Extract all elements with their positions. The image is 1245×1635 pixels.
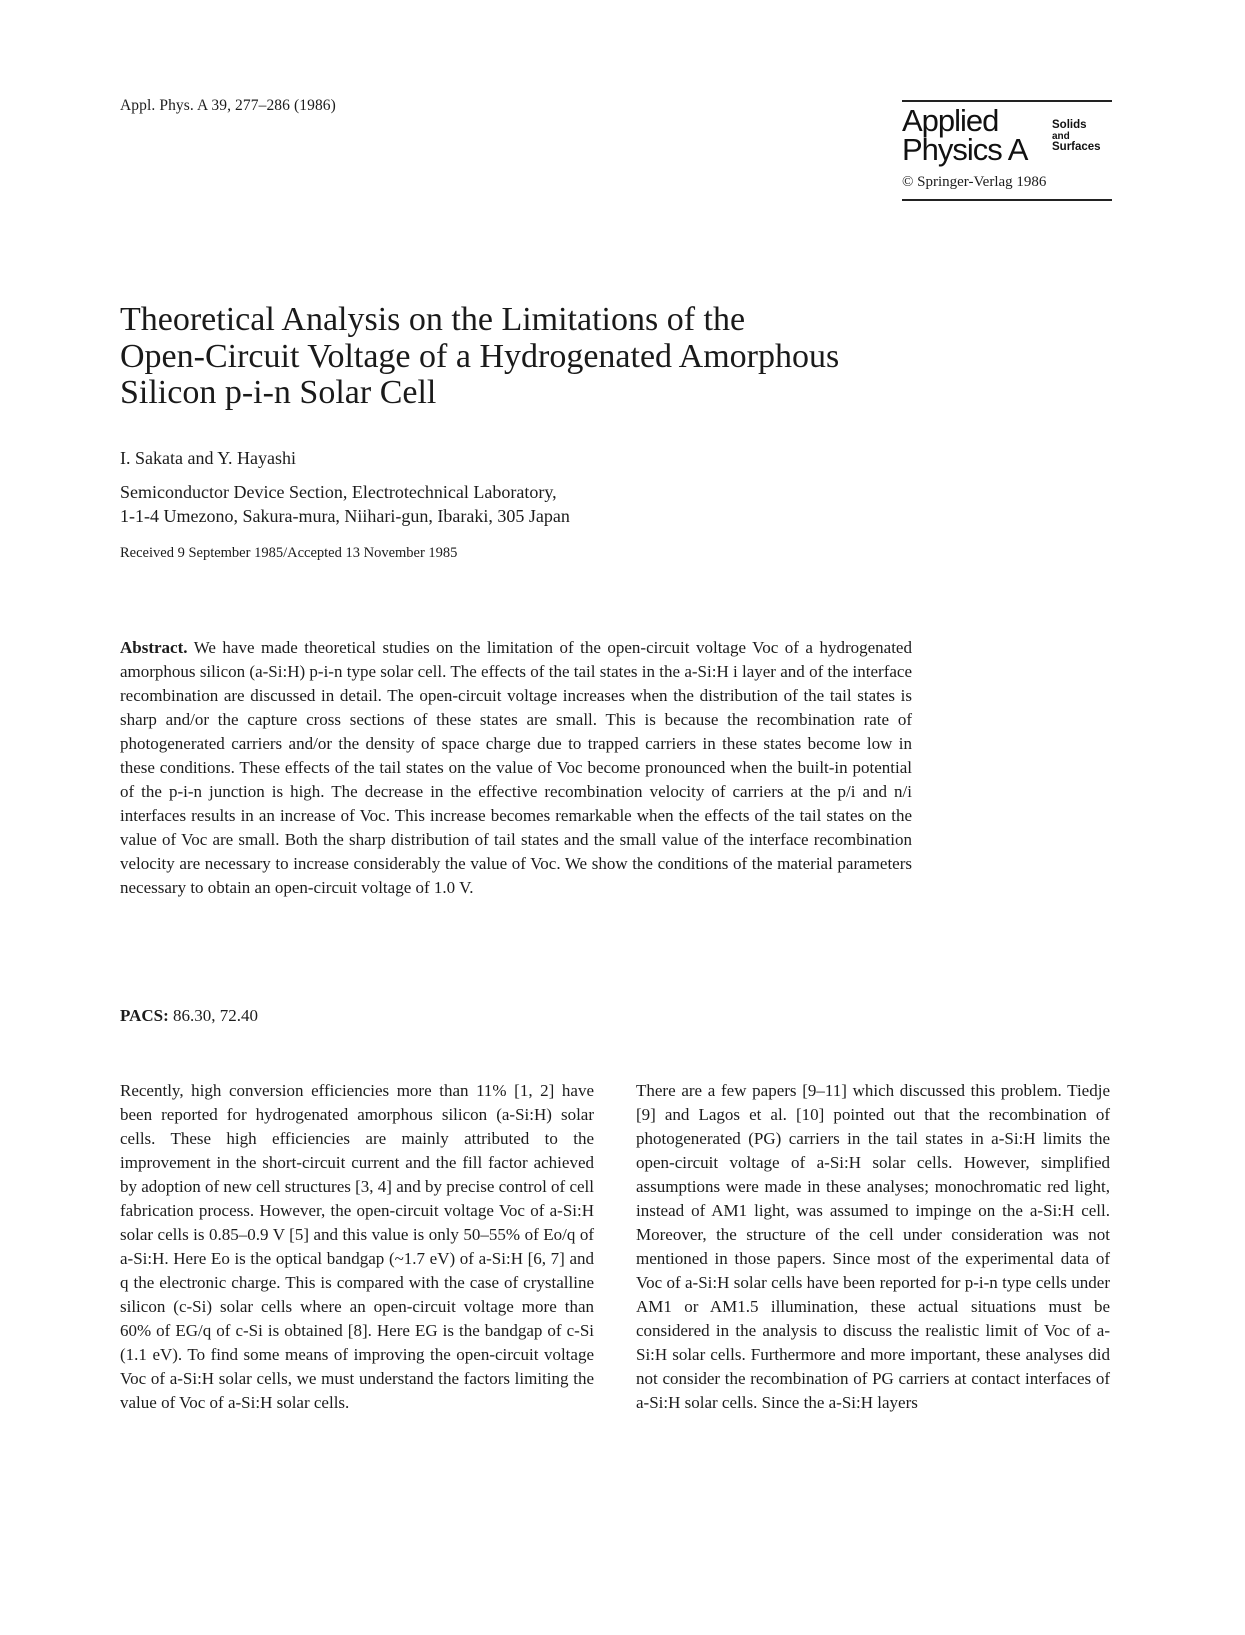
title-line1: Theoretical Analysis on the Limitations of the — [120, 301, 746, 338]
logo-top-rule — [902, 100, 1112, 102]
logo-brand-line1: Applied — [902, 103, 999, 138]
body-column-left: Recently, high conversion efficiencies more than 11% [1, 2] have been reported for hydrogenated amorphous silicon (a-Si:H) solar cells. These high efficiencies are mainly attributed to the improvement in the short-circuit current and the fill factor achieved by adoption of new cell structures [3, 4] and by precise control of cell fabrication process. However, the open-circuit voltage Voc of a-Si:H solar cells is 0.85–0.9 V [5] and this value is only 50–55% of Eo/q of a-Si:H. Here Eo is the optical bandgap (~1.7 eV) of a-Si:H [6, 7] and q the electronic charge. This is compared with the case of crystalline silicon (c-Si) solar cells where an open-circuit voltage more than 60% of EG/q of c-Si is obtained [8]. Here EG is the bandgap of c-Si (1.1 eV). To find some means of improving the open-circuit voltage Voc of a-Si:H solar cells, we must understand the factors limiting the value of Voc of a-Si:H solar cells. — [120, 1081, 594, 1412]
paper-title — [120, 302, 950, 412]
journal-citation: Appl. Phys. A 39, 277–286 (1986) — [120, 97, 336, 114]
abstract-text: We have made theoretical studies on the limitation of the open-circuit voltage Voc of a hydrogenated amorphous silicon (a-Si:H) p-i-n type solar cell. The effects of the tail states in the a-Si:H i layer and of the interface recombination are discussed in detail. The open-circuit voltage increases when the distribution of the tail states is sharp and/or the capture cross sections of these states are small. This is because the recombination rate of photogenerated carriers and/or the density of space charge due to trapped carriers in these states become low in these conditions. These effects of the tail states on the value of Voc become pronounced when the built-in potential of the p-i-n junction is high. The decrease in the effective recombination velocity of carriers at the p/i and n/i interfaces results in an increase of Voc. This increase becomes remarkable when the effects of the tail states on the value of Voc are small. Both the sharp distribution of tail states and the small value of the interface recombination velocity are necessary to increase considerably the value of Voc. We show the conditions of the material parameters necessary to obtain an open-circuit voltage of 1.0 V. — [120, 638, 912, 897]
pacs-codes — [120, 1006, 258, 1026]
logo-series-line3: Surfaces — [1052, 141, 1101, 153]
abstract-label: Abstract. — [120, 638, 188, 657]
logo-series — [1052, 120, 1101, 153]
abstract — [120, 636, 912, 900]
title-line3: Silicon p-i-n Solar Cell — [120, 374, 437, 411]
logo-bottom-rule — [902, 199, 1112, 201]
title-line2: Open-Circuit Voltage of a Hydrogenated Amorphous — [120, 337, 840, 375]
copyright-notice: © Springer-Verlag 1986 — [902, 174, 1047, 190]
received-dates: Received 9 September 1985/Accepted 13 November 1985 — [120, 545, 458, 561]
logo-series-line2: and — [1052, 131, 1070, 142]
pacs-label: PACS: — [120, 1006, 169, 1025]
affiliation-line2: 1-1-4 Umezono, Sakura-mura, Niihari-gun, Ibaraki, 305 Japan — [120, 506, 570, 526]
pacs-value: 86.30, 72.40 — [173, 1006, 259, 1025]
body-column-right: There are a few papers [9–11] which discussed this problem. Tiedje [9] and Lagos et al. [10] pointed out that the recombination of photogenerated (PG) carriers in the tail states in a-Si:H limits the open-circuit voltage of a-Si:H solar cells. However, simplified assumptions were made in these analyses; monochromatic red light, instead of AM1 light, was assumed to impinge on the a-Si:H cell. Moreover, the structure of the cell under consideration was not mentioned in those papers. Since most of the experimental data of Voc of a-Si:H solar cells have been reported for p-i-n type cells under AM1 or AM1.5 illumination, these actual situations must be considered in the analysis to discuss the realistic limit of Voc of a-Si:H solar cells. Furthermore and more important, these analyses did not consider the recombination of PG carriers at contact interfaces of a-Si:H solar cells. Since the a-Si:H layers — [636, 1081, 1110, 1412]
authors: I. Sakata and Y. Hayashi — [120, 448, 296, 468]
affiliation-line1: Semiconductor Device Section, Electrotechnical Laboratory, — [120, 482, 557, 502]
journal-logo — [902, 100, 1112, 204]
logo-brand-line2: Physics A — [902, 132, 1028, 167]
logo-series-line1: Solids — [1052, 119, 1087, 131]
affiliation — [120, 480, 570, 528]
